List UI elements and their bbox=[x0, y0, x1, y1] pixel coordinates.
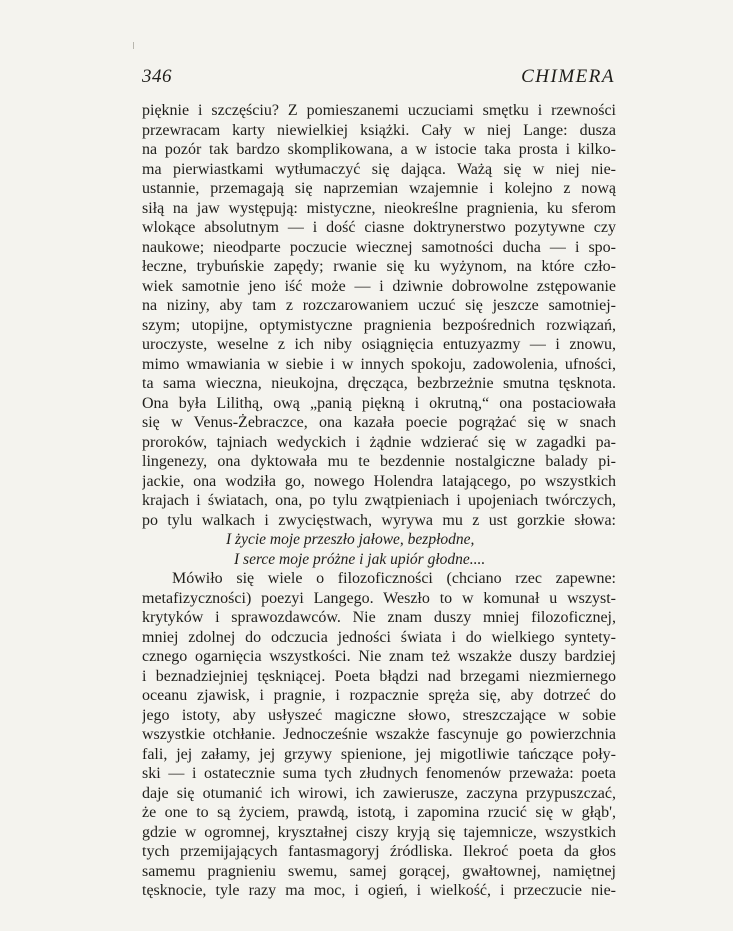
text-line: krytyków i sprawozdawców. Nie znam duszy mniej filozoficznej, bbox=[142, 609, 616, 626]
text-line: uroczyste, weselne z ich niby osiągnięcia entuzyazmy — i znowu, bbox=[142, 336, 616, 353]
text-line: wszystkie otchłanie. Jednocześnie wszakże fascynuje go powierzchnia bbox=[142, 726, 616, 743]
text-line: pięknie i szczęściu? Z pomieszanemi uczuciami smętku i rzewności bbox=[142, 102, 616, 119]
text-line: tych przemijających fantasmagoryj źródliska. Ilekroć poeta da głos bbox=[142, 843, 616, 860]
text-line: na pozór tak bardzo skomplikowana, a w istocie taka prosta i kilko- bbox=[142, 141, 616, 158]
text-line: proroków, tajniach wedyckich i żądnie wdzierać się w zagadki pa- bbox=[142, 433, 616, 451]
text-line: daje się otumanić ich wirowi, ich zawierusze, zaczyna przypuszczać, bbox=[142, 784, 616, 802]
text-line: się w Venus-Żebraczce, ona kazała poecie pogrążać się w snach bbox=[142, 414, 616, 431]
verse-line: I życie moje przeszło jałowe, bezpłodne, bbox=[226, 531, 475, 548]
text-line: naukowe; nieodparte poczucie wiecznej samotności ducha — i spo- bbox=[142, 238, 616, 256]
text-line: ustannie, przemagają się naprzemian wzajemnie i kolejno z nową bbox=[142, 180, 616, 197]
text-line: gdzie w ogromnej, kryształnej ciszy kryją się tajemnicze, wszystkich bbox=[142, 823, 616, 841]
text-line: jackie, ona wodziła go, nowego Holendra latającego, po wszystkich bbox=[142, 472, 616, 490]
text-line: ma pierwiastkami wytłumaczyć się dająca. Ważą się w niej nie- bbox=[142, 160, 616, 178]
text-line: przewracam karty niewielkiej książki. Cały w niej Lange: dusza bbox=[142, 121, 616, 139]
text-line: wlokące absolutnym — i dość ciasne doktrynerstwo pozytywne czy bbox=[142, 219, 616, 236]
text-line: metafizyczności) poezyi Langego. Weszło to w komunał u wszyst- bbox=[142, 589, 616, 607]
text-line: łeczne, trybuńskie zapędy; rwanie się ku wyżynom, na które czło- bbox=[142, 258, 616, 275]
text-line: cznego ogarnięcia wszystkości. Nie znam też wszakże duszy bardziej bbox=[142, 648, 616, 665]
text-line: mimo wmawiania w siebie i w innych spokoju, zadowolenia, ufności, bbox=[142, 355, 616, 373]
text-line: jego istoty, aby usłyszeć magiczne słowo, streszczające w sobie bbox=[142, 706, 616, 724]
page-number: 346 bbox=[142, 66, 172, 87]
text-line: ta sama wieczna, nieukojna, dręcząca, bezbrzeżnie smutna tęsknota. bbox=[142, 375, 616, 392]
running-title: CHIMERA bbox=[521, 66, 615, 87]
text-line: siłą na jaw występują: mistyczne, nieokreślne pragnienia, ku sferom bbox=[142, 199, 616, 217]
text-line: mniej zdolnej do odczucia jedności świata i do wielkiego syntety- bbox=[142, 628, 616, 646]
text-line: tęsknocie, tyle razy ma moc, i ogień, i wielkość, i przeczucie nie- bbox=[142, 882, 616, 899]
text-line: że one to są życiem, prawdą, istotą, i zapomina rzucić się w głąb', bbox=[142, 804, 616, 821]
text-line: samemu pragnieniu swemu, samej gorącej, gwałtownej, namiętnej bbox=[142, 862, 616, 880]
verse-line: I serce moje próżne i jak upiór głodne.... bbox=[234, 550, 486, 568]
text-line: szym; utopijne, optymistyczne pragnienia bezpośrednich rozwiązań, bbox=[142, 316, 616, 334]
text-line: lingenezy, ona dyktowała mu te bezdennie nostalgiczne balady pi- bbox=[142, 453, 616, 470]
text-line: po tylu walkach i zwycięstwach, wyrywa mu z ust gorzkie słowa: bbox=[142, 511, 616, 529]
text-line: i beznadziejniej tęskniącej. Poeta błądzi nad brzegami niezmiernego bbox=[142, 667, 616, 685]
text-line: fali, jej załamy, jej grzywy spienione, jej migotliwie tańczące poły- bbox=[142, 745, 616, 763]
text-line: Mówiło się wiele o filozoficzności (chciano rzec zapewne: bbox=[172, 570, 616, 587]
text-line: krajach i światach, ona, po tylu zwątpieniach i upojeniach twórczych, bbox=[142, 492, 616, 509]
page-mark bbox=[133, 42, 134, 49]
text-line: ski — i ostatecznie suma tych złudnych fenomenów przeważa: poeta bbox=[142, 765, 616, 782]
text-line: wiek samotnie jeno iść może — i dziwnie dobrowolne zstępowanie bbox=[142, 277, 616, 295]
text-line: Ona była Lilithą, ową „panią piękną i okrutną,“ ona postaciowała bbox=[142, 394, 616, 412]
text-line: oceanu zjawisk, i pragnie, i rozpacznie spręża się, aby dotrzeć do bbox=[142, 687, 616, 704]
text-line: na niziny, aby tam z rozczarowaniem uczuć się jeszcze samotniej- bbox=[142, 297, 616, 314]
body-text bbox=[142, 101, 616, 901]
